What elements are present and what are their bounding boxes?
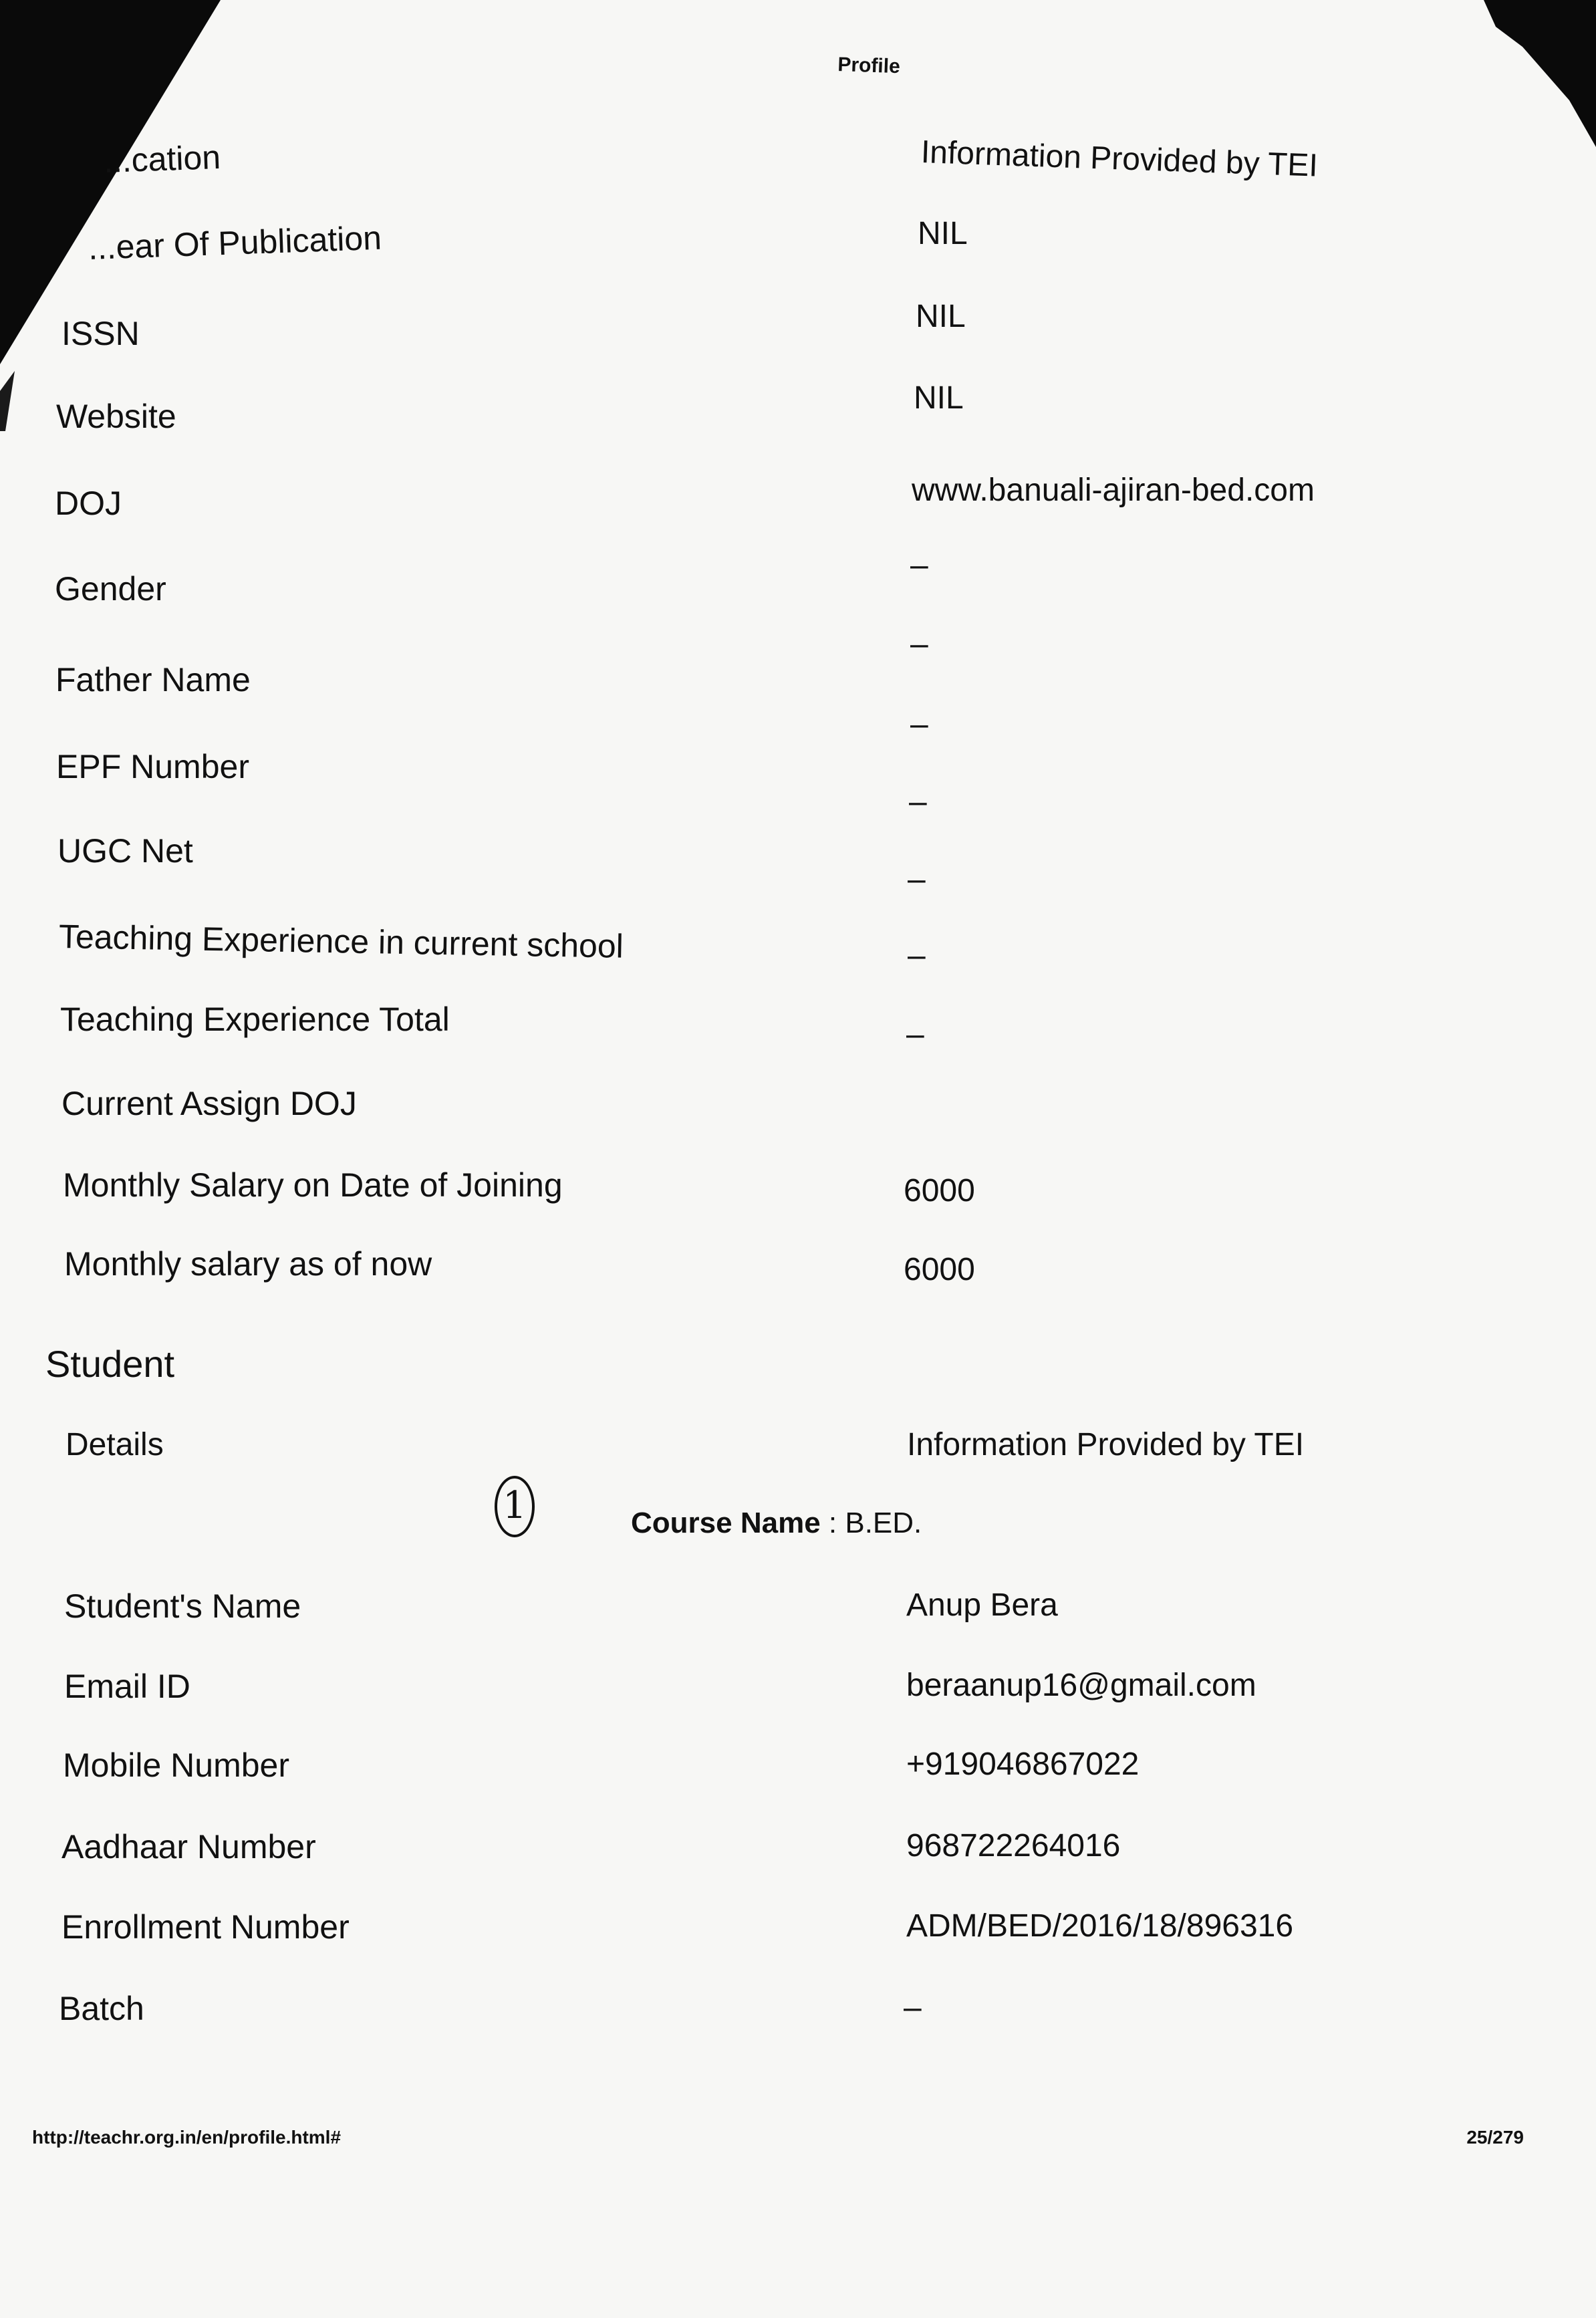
student-row-value: – [904, 1990, 922, 2025]
scan-mark-left [0, 371, 15, 431]
page-header-title: Profile [837, 53, 901, 78]
student-row-label: Enrollment Number [61, 1908, 350, 1946]
course-name-line [631, 1507, 922, 1540]
faculty-row-label: Gender [55, 570, 166, 608]
faculty-row-label: ISSN [61, 315, 140, 352]
faculty-row-value: – [906, 1017, 924, 1052]
faculty-row-value: – [910, 547, 928, 583]
student-row-label: Mobile Number [63, 1747, 290, 1784]
student-row-label: Email ID [64, 1668, 190, 1705]
faculty-row-value: – [909, 784, 927, 819]
footer-url: http://teachr.org.in/en/profile.html# [32, 2127, 342, 2148]
student-row-value: +919046867022 [906, 1747, 1140, 1782]
faculty-row-label: Father Name [55, 661, 251, 698]
student-row-value: beraanup16@gmail.com [906, 1668, 1256, 1703]
scan-shadow-top-right [1469, 0, 1596, 147]
student-row-label: Student's Name [64, 1587, 301, 1625]
course-name-separator: : [820, 1507, 845, 1539]
faculty-row-value: NIL [916, 299, 966, 334]
course-name-value: B.ED. [845, 1507, 922, 1539]
faculty-row-value: NIL [918, 216, 968, 251]
student-row-value: Anup Bera [906, 1587, 1058, 1623]
faculty-row-value: NIL [914, 380, 964, 416]
footer-page-number: 25/279 [1466, 2127, 1524, 2148]
faculty-row-value: Information Provided by TEI [920, 134, 1319, 184]
faculty-row-label: ...cation [103, 138, 221, 180]
student-row-label: Aadhaar Number [61, 1828, 316, 1865]
student-row-value: ADM/BED/2016/18/896316 [906, 1908, 1294, 1944]
student-row-label: Batch [59, 1990, 144, 2027]
faculty-row-label: Teaching Experience in current school [58, 918, 624, 965]
faculty-row-label: Website [56, 398, 176, 435]
course-name-label: Course Name [631, 1507, 821, 1539]
faculty-row-label: ...ear Of Publication [88, 219, 382, 267]
faculty-row-label: Monthly salary as of now [64, 1245, 432, 1283]
faculty-row-label: Current Assign DOJ [61, 1085, 357, 1122]
faculty-row-value: – [910, 706, 928, 742]
student-details-label: Details [65, 1427, 164, 1462]
annotation-digit: 1 [503, 1484, 527, 1527]
faculty-row-value: – [908, 862, 926, 897]
faculty-row-value: – [910, 626, 928, 662]
student-row-value: 968722264016 [906, 1828, 1121, 1863]
handwritten-annotation [495, 1476, 535, 1537]
faculty-row-label: Monthly Salary on Date of Joining [63, 1166, 563, 1204]
section-title-student: Student [45, 1343, 175, 1385]
faculty-row-label: DOJ [55, 485, 122, 522]
faculty-row-label: EPF Number [56, 748, 249, 785]
faculty-row-label: UGC Net [57, 832, 193, 870]
faculty-row-value: www.banuali-ajiran-bed.com [912, 473, 1315, 508]
faculty-row-value: 6000 [904, 1173, 975, 1208]
faculty-row-value: – [908, 938, 926, 973]
faculty-row-label: Teaching Experience Total [60, 1001, 450, 1038]
student-details-value: Information Provided by TEI [907, 1427, 1305, 1462]
faculty-row-value: 6000 [904, 1252, 975, 1287]
